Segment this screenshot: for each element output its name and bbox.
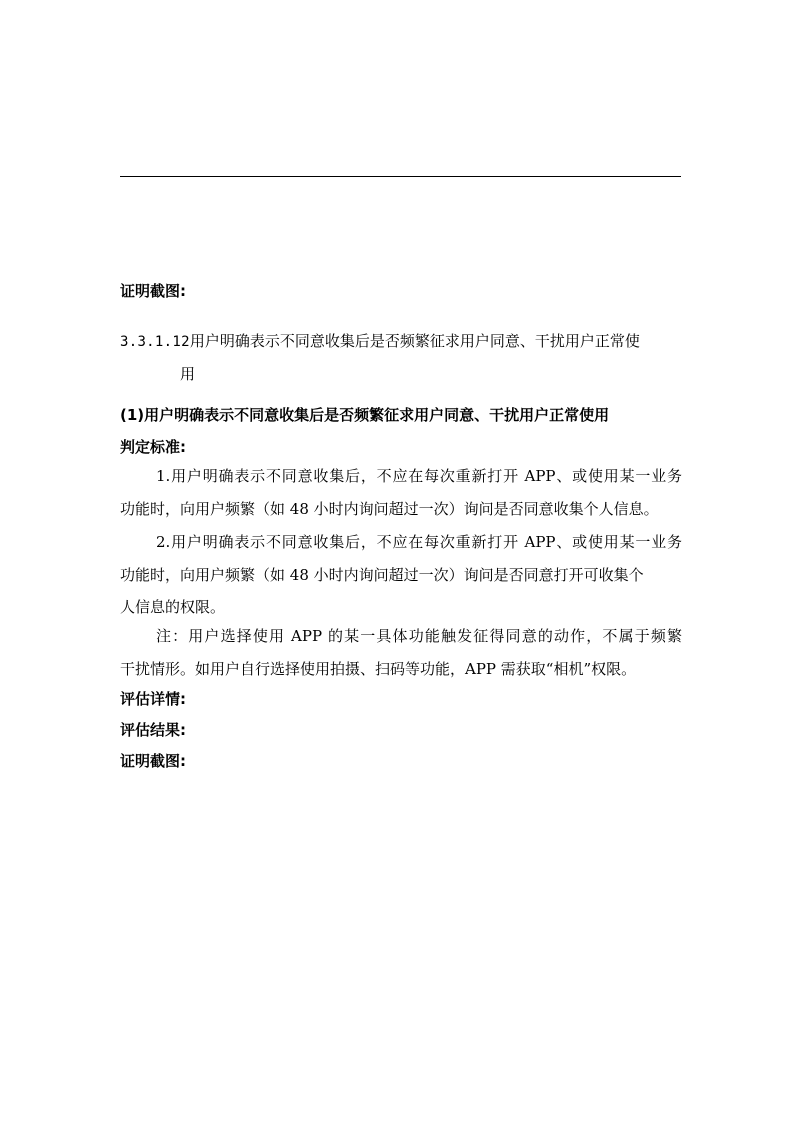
clause-title-line1: 用户明确表示不同意收集后是否频繁征求用户同意、干扰用户正常使 [189,332,640,350]
criteria-item-1-line1: 1.用户明确表示不同意收集后，不应在每次重新打开 APP、或使用某一业务 [156,467,682,485]
criteria-item-1 [120,467,682,518]
criteria-item-2-line1: 2.用户明确表示不同意收集后，不应在每次重新打开 APP、或使用某一业务 [156,533,682,551]
assessment-details-label: 评估详情: [120,690,186,708]
sub-item-title: (1)用户明确表示不同意收集后是否频繁征求用户同意、干扰用户正常使用 [120,406,610,424]
criteria-note-line1: 注：用户选择使用 APP 的某一具体功能触发征得同意的动作，不属于频繁 [156,627,682,645]
criteria-item-2-line2: 功能时，向用户频繁（如 48 小时内询问超过一次）询问是否同意打开可收集个 [120,566,644,584]
assessment-result-label: 评估结果: [120,721,186,739]
proof-screenshot-label: 证明截图: [120,752,186,770]
clause-heading [120,332,640,351]
horizontal-rule [120,176,681,177]
proof-screenshot-label-top: 证明截图: [120,282,186,300]
criteria-item-1-line2: 功能时，向用户频繁（如 48 小时内询问超过一次）询问是否同意收集个人信息。 [120,500,659,518]
clause-number: 3.3.1.12 [120,334,190,350]
clause-title-line2: 用 [180,365,196,383]
criteria-item-2-line3: 人信息的权限。 [120,598,226,616]
criteria-label: 判定标准: [120,438,186,456]
criteria-note [120,627,682,678]
criteria-note-line2: 干扰情形。如用户自行选择使用拍摄、扫码等功能，APP 需获取“相机”权限。 [120,660,637,678]
criteria-item-2 [120,533,682,616]
